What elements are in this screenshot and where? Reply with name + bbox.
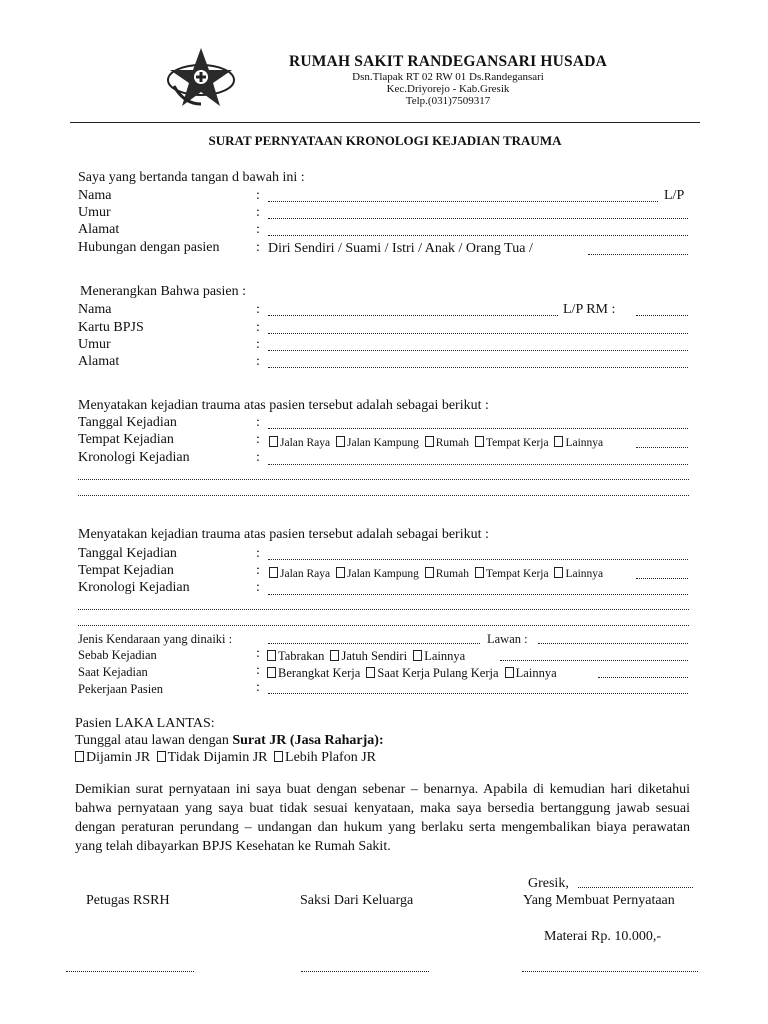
colon: : [256, 205, 260, 220]
signer-gender-label: L/P [664, 188, 685, 203]
patient-intro: Menerangkan Bahwa pasien : [80, 284, 246, 299]
job-field[interactable] [268, 693, 688, 694]
officer-signature-line[interactable] [66, 971, 194, 972]
colon: : [256, 450, 260, 465]
checkbox[interactable] [75, 751, 84, 762]
laka-line [75, 733, 384, 749]
phone-number: Telp.(031)7509317 [405, 95, 491, 107]
cause-options [264, 649, 465, 664]
checkbox[interactable] [366, 667, 375, 678]
laka-title: Pasien LAKA LANTAS: [75, 716, 215, 731]
colon: : [256, 240, 260, 255]
signer-address-label: Alamat [78, 222, 120, 237]
option-label: Lebih Plafon JR [285, 750, 377, 765]
patient-age-field[interactable] [268, 350, 688, 351]
checkbox[interactable] [267, 650, 276, 661]
checkbox[interactable] [425, 567, 434, 578]
incident2-chronology-label: Kronologi Kejadian [78, 580, 190, 595]
option-label: Rumah [435, 437, 469, 449]
incident2-date-field[interactable] [268, 559, 688, 560]
header-divider [70, 122, 700, 123]
incident1-place-label: Tempat Kejadian [78, 432, 174, 447]
signer-intro: Saya yang bertanda tangan d bawah ini : [78, 170, 305, 185]
colon: : [256, 320, 260, 335]
cause-other-field[interactable] [500, 660, 688, 661]
option-label: Berangkat Kerja [278, 666, 361, 680]
witness-label: Saksi Dari Keluarga [300, 893, 414, 908]
checkbox[interactable] [554, 436, 563, 447]
option-label: Tidak Dijamin JR [167, 750, 268, 765]
option-label: Rumah [435, 568, 469, 580]
colon: : [256, 546, 260, 561]
option-label: Dijamin JR [86, 750, 151, 765]
address-line-1: Dsn.Tlapak RT 02 RW 01 Ds.Randegansari [352, 71, 544, 83]
patient-address-field[interactable] [268, 367, 688, 368]
option-label: Jatuh Sendiri [341, 649, 408, 663]
laka-line-text: Tunggal atau lawan dengan [75, 733, 233, 748]
option-label: Lainnya [424, 649, 466, 663]
patient-address-label: Alamat [78, 354, 120, 369]
option-label: Tempat Kerja [485, 568, 549, 580]
declarant-label: Yang Membuat Pernyataan [523, 893, 675, 908]
checkbox[interactable] [425, 436, 434, 447]
time-label: Saat Kejadian [78, 665, 148, 679]
colon: : [256, 188, 260, 203]
checkbox[interactable] [267, 667, 276, 678]
job-label: Pekerjaan Pasien [78, 682, 164, 696]
incident1-chronology-label: Kronologi Kejadian [78, 450, 190, 465]
laka-line-bold: Surat JR (Jasa Raharja): [232, 733, 384, 748]
checkbox[interactable] [336, 567, 345, 578]
incident2-place-label: Tempat Kejadian [78, 563, 174, 578]
time-other-field[interactable] [598, 677, 688, 678]
vehicle-field[interactable] [268, 643, 480, 644]
hospital-logo [160, 44, 242, 112]
option-label: Tempat Kerja [485, 437, 549, 449]
incident1-place-options [266, 436, 603, 449]
checkbox[interactable] [475, 436, 484, 447]
signer-age-label: Umur [78, 205, 111, 220]
incident1-date-field[interactable] [268, 428, 688, 429]
declarant-signature-line[interactable] [522, 971, 698, 972]
opponent-label: Lawan : [487, 632, 528, 646]
signer-address-field[interactable] [268, 235, 688, 236]
colon: : [256, 415, 260, 430]
checkbox[interactable] [269, 436, 278, 447]
option-label: Jalan Kampung [347, 568, 419, 580]
incident1-chronology-field[interactable] [268, 464, 688, 465]
signer-relation-label: Hubungan dengan pasien [78, 240, 220, 255]
signer-name-field[interactable] [268, 201, 658, 202]
option-label: Tabrakan [278, 649, 325, 663]
colon: : [256, 680, 260, 695]
patient-bpjs-field[interactable] [268, 333, 688, 334]
place-date-label: Gresik, [528, 876, 569, 891]
option-label: Lainnya [515, 666, 557, 680]
checkbox[interactable] [413, 650, 422, 661]
checkbox[interactable] [330, 650, 339, 661]
incident1-intro: Menyatakan kejadian trauma atas pasien tersebut adalah sebagai berikut : [78, 398, 489, 413]
patient-bpjs-label: Kartu BPJS [78, 320, 144, 335]
colon: : [256, 563, 260, 578]
incident2-chronology-line[interactable] [78, 625, 689, 626]
officer-label: Petugas RSRH [86, 893, 170, 908]
incident1-chronology-line[interactable] [78, 479, 689, 480]
checkbox[interactable] [157, 751, 166, 762]
hospital-name: RUMAH SAKIT RANDEGANSARI HUSADA [288, 53, 608, 70]
checkbox[interactable] [505, 667, 514, 678]
incident2-place-other-field[interactable] [636, 578, 688, 579]
stamp-duty-label: Materai Rp. 10.000,- [544, 929, 662, 944]
incident1-date-label: Tanggal Kejadian [78, 415, 177, 430]
checkbox[interactable] [274, 751, 283, 762]
colon: : [256, 302, 260, 317]
patient-rm-field[interactable] [636, 315, 688, 316]
incident1-place-other-field[interactable] [636, 447, 688, 448]
colon: : [256, 646, 260, 661]
signer-relation-other-field[interactable] [588, 254, 688, 255]
patient-name-field[interactable] [268, 315, 558, 316]
opponent-field[interactable] [538, 643, 688, 644]
statement-paragraph: Demikian surat pernyataan ini saya buat dengan sebenar – benarnya. Apabila di kemudian hari diketahui bahwa pernyataan yang saya buat tidak sesuai kenyataan, maka saya bersedia bertanggung jawab sesuai dengan peraturan perundang – undangan dan hukum yang berlaku serta mengembalikan biaya perawatan yang telah dibayarkan BPJS Kesehatan ke Rumah Sakit. [75, 782, 690, 854]
checkbox[interactable] [336, 436, 345, 447]
cause-label: Sebab Kejadian [78, 648, 157, 662]
incident2-chronology-field[interactable] [268, 594, 688, 595]
patient-gender-rm-label: L/P RM : [563, 302, 616, 317]
incident2-place-options [266, 567, 603, 580]
signer-name-label: Nama [78, 188, 112, 203]
vehicle-label: Jenis Kendaraan yang dinaiki : [78, 632, 233, 646]
witness-signature-line[interactable] [301, 971, 429, 972]
signer-relation-options: Diri Sendiri / Suami / Istri / Anak / Orang Tua / [268, 241, 533, 256]
incident2-date-label: Tanggal Kejadian [78, 546, 177, 561]
option-label: Jalan Raya [280, 437, 331, 449]
patient-name-label: Nama [78, 302, 112, 317]
checkbox[interactable] [554, 567, 563, 578]
incident1-chronology-line[interactable] [78, 495, 689, 496]
colon: : [256, 337, 260, 352]
colon: : [256, 354, 260, 369]
document-title: SURAT PERNYATAAN KRONOLOGI KEJADIAN TRAUMA [208, 133, 562, 148]
date-field[interactable] [578, 887, 693, 888]
colon: : [256, 432, 260, 447]
laka-options [72, 750, 376, 766]
time-options [264, 666, 557, 681]
patient-age-label: Umur [78, 337, 111, 352]
option-label: Lainnya [565, 568, 604, 580]
colon: : [256, 222, 260, 237]
colon: : [256, 663, 260, 678]
option-label: Lainnya [565, 437, 604, 449]
colon: : [256, 580, 260, 595]
address-line-2: Kec.Driyorejo - Kab.Gresik [386, 83, 510, 95]
checkbox[interactable] [269, 567, 278, 578]
incident2-chronology-line[interactable] [78, 609, 689, 610]
option-label: Jalan Raya [280, 568, 331, 580]
option-label: Jalan Kampung [347, 437, 419, 449]
signer-age-field[interactable] [268, 218, 688, 219]
option-label: Saat Kerja Pulang Kerja [377, 666, 499, 680]
checkbox[interactable] [475, 567, 484, 578]
incident2-intro: Menyatakan kejadian trauma atas pasien tersebut adalah sebagai berikut : [78, 527, 489, 542]
